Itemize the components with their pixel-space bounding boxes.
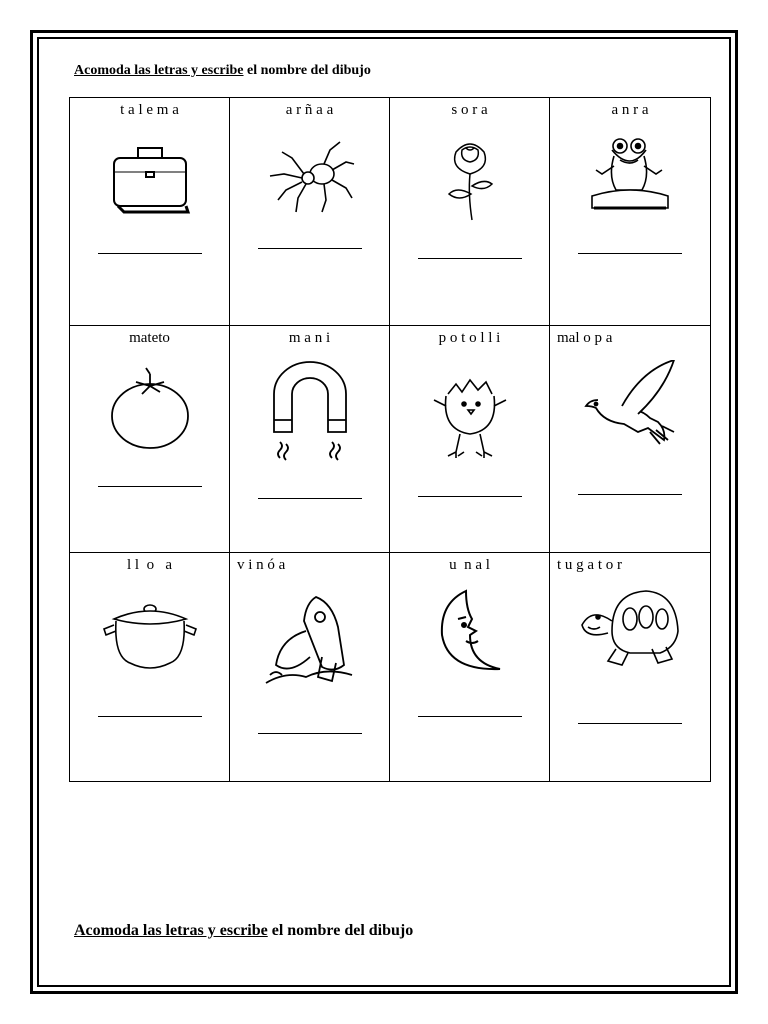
- answer-line[interactable]: [418, 716, 522, 717]
- rose-icon: [420, 132, 520, 224]
- answer-line[interactable]: [578, 723, 682, 724]
- grid-cell: [390, 98, 550, 326]
- scrambled-word: mal o p a: [557, 329, 613, 346]
- grid-cell: [230, 98, 390, 326]
- magnet-icon: [260, 360, 360, 480]
- chick-icon: [420, 360, 520, 470]
- scrambled-word: m a n i: [288, 329, 331, 346]
- scrambled-word: s o r a: [451, 102, 488, 118]
- pot-icon: [100, 587, 200, 679]
- grid-cell: [390, 326, 550, 554]
- scrambled-word: t a l e m a: [120, 102, 179, 118]
- instruction-rest: el nombre del dibujo: [267, 922, 414, 939]
- scrambled-word: p o t o l l i: [438, 329, 501, 346]
- answer-line[interactable]: [418, 496, 522, 497]
- scrambled-word: mateto: [129, 329, 170, 346]
- tomato-icon: [100, 360, 200, 452]
- scrambled-word: u n a l: [449, 557, 490, 574]
- grid-cell: [70, 98, 230, 326]
- grid-cell: [230, 553, 390, 781]
- answer-line[interactable]: [578, 253, 682, 254]
- answer-line[interactable]: [98, 486, 202, 487]
- answer-line[interactable]: [98, 716, 202, 717]
- scrambled-word: l l o a: [127, 557, 172, 574]
- answer-line[interactable]: [258, 248, 362, 249]
- answer-line[interactable]: [418, 258, 522, 259]
- grid-cell: [230, 326, 390, 554]
- spider-icon: [260, 132, 360, 224]
- frog-icon: [580, 132, 680, 224]
- word-grid: [69, 97, 711, 782]
- instruction-top: [74, 63, 371, 79]
- instruction-underlined: Acomoda las letras y escribe: [74, 63, 244, 78]
- turtle-icon: [580, 587, 680, 679]
- grid-cell: [70, 553, 230, 781]
- answer-line[interactable]: [578, 494, 682, 495]
- grid-cell: [390, 553, 550, 781]
- instruction-rest: el nombre del dibujo: [243, 63, 371, 78]
- answer-line[interactable]: [258, 733, 362, 734]
- grid-cell: [70, 326, 230, 554]
- scrambled-word: t u g a t o r: [557, 557, 622, 574]
- answer-line[interactable]: [98, 253, 202, 254]
- moon-icon: [420, 587, 520, 679]
- answer-line[interactable]: [258, 498, 362, 499]
- instruction-underlined: Acomoda las letras y escribe: [74, 922, 268, 939]
- dove-icon: [580, 360, 680, 452]
- grid-cell: [550, 98, 710, 326]
- grid-cell: [550, 553, 710, 781]
- scrambled-word: a n r a: [611, 102, 649, 118]
- grid-cell: [550, 326, 710, 554]
- airplane-icon: [260, 587, 360, 697]
- instruction-bottom: [74, 922, 413, 940]
- briefcase-icon: [100, 132, 200, 224]
- scrambled-word: a r ñ a a: [285, 102, 334, 118]
- scrambled-word: v i n ó a: [237, 557, 286, 574]
